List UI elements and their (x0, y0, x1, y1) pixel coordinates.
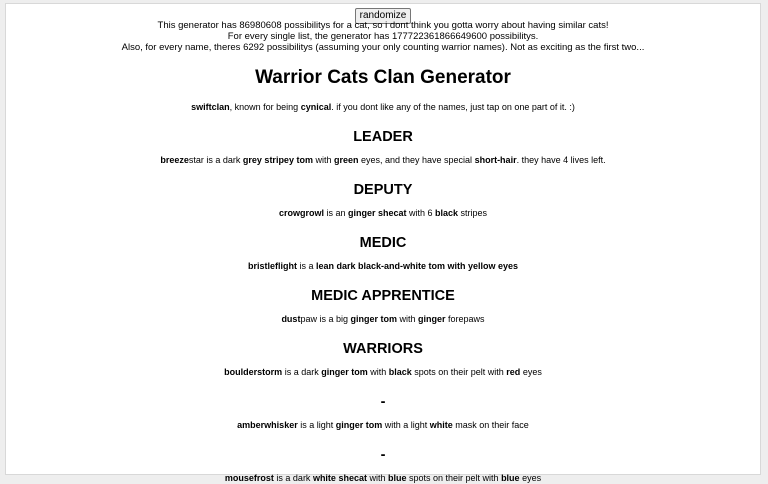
medic-apprentice-heading: MEDIC APPRENTICE (311, 288, 455, 304)
info-line-1: This generator has 86980608 possibilitys for a cat, so i dont think you gotta worry about having similar cats! (157, 20, 609, 31)
leader-text-4: . they have 4 lives left. (516, 155, 606, 165)
warrior-2-name[interactable]: amberwhisker (237, 420, 298, 430)
leader-text-1: is a dark (203, 155, 243, 165)
deputy-stripe-color[interactable]: black (435, 208, 459, 218)
medic-description[interactable]: lean dark black-and-white tom with yellow eyes (315, 261, 519, 271)
deputy-description[interactable]: ginger shecat (347, 208, 407, 218)
warrior-1-name[interactable]: boulderstorm (224, 367, 283, 377)
deputy-entry (6, 207, 760, 219)
leader-entry (6, 154, 760, 166)
warrior-3-text-4: eyes (519, 473, 542, 483)
medic-text-1: is a (296, 261, 316, 271)
clan-description (6, 101, 760, 113)
warrior-1-description[interactable]: ginger tom (321, 367, 368, 377)
medic-name[interactable]: bristleflight (247, 261, 297, 271)
clan-trait[interactable]: cynical (300, 102, 332, 112)
toolbar (6, 5, 760, 20)
deputy-heading: DEPUTY (353, 182, 413, 198)
page-frame (5, 3, 761, 483)
leader-name-prefix[interactable]: breeze (160, 155, 189, 165)
clan-text-2: . if you dont like any of the names, just tap on one part of it. :) (331, 102, 575, 112)
warrior-separator-1: - (380, 394, 386, 410)
leader-eye-color[interactable]: green (333, 155, 359, 165)
medic-apprentice-name-suffix[interactable]: paw (300, 314, 317, 324)
warrior-entry-1 (6, 366, 760, 378)
deputy-text-3: stripes (458, 208, 488, 218)
medic-heading: MEDIC (359, 235, 407, 251)
warrior-2-text-2: with a light (382, 420, 430, 430)
info-line-2: For every single list, the generator has 177722361866649600 possibilitys. (227, 31, 539, 42)
warrior-3-text-3: spots on their pelt with (406, 473, 502, 483)
warrior-3-text-2: with (366, 473, 388, 483)
warrior-entry-2 (6, 419, 760, 431)
randomize-button[interactable]: randomize (355, 8, 412, 24)
warrior-2-description[interactable]: ginger tom (335, 420, 383, 430)
warrior-2-text-3: mask on their face (452, 420, 529, 430)
medic-apprentice-text-2: with (396, 314, 418, 324)
warrior-entry-3 (6, 472, 760, 484)
medic-apprentice-description[interactable]: ginger tom (350, 314, 397, 324)
warrior-3-eye-color[interactable]: blue (501, 473, 520, 483)
page-title: Warrior Cats Clan Generator (255, 67, 511, 88)
deputy-text-1: is an (323, 208, 348, 218)
warrior-1-spot-color[interactable]: black (388, 367, 412, 377)
leader-hair[interactable]: short-hair (474, 155, 517, 165)
warrior-1-text-1: is a dark (282, 367, 322, 377)
info-line-3: Also, for every name, theres 6292 possibilitys (assuming your only counting warrior names). Not as exciting as the first two... (121, 42, 645, 53)
leader-description[interactable]: grey stripey tom (242, 155, 313, 165)
leader-name-suffix[interactable]: star (188, 155, 204, 165)
warrior-separator-2: - (380, 447, 386, 463)
clan-text-1: , known for being (229, 102, 301, 112)
medic-apprentice-entry (6, 313, 760, 325)
warrior-1-text-4: eyes (520, 367, 542, 377)
warrior-3-name[interactable]: mousefrost (224, 473, 274, 483)
warrior-1-text-3: spots on their pelt with (411, 367, 507, 377)
medic-apprentice-name-prefix[interactable]: dust (281, 314, 301, 324)
leader-text-2: with (312, 155, 334, 165)
warrior-3-description[interactable]: white shecat (312, 473, 367, 483)
warrior-2-mask-color[interactable]: white (429, 420, 453, 430)
medic-apprentice-text-3: forepaws (445, 314, 485, 324)
deputy-text-2: with 6 (406, 208, 436, 218)
warrior-3-text-1: is a dark (273, 473, 313, 483)
warrior-2-text-1: is a light (297, 420, 336, 430)
clan-name[interactable]: swiftclan (191, 102, 230, 112)
warrior-1-eye-color[interactable]: red (506, 367, 521, 377)
warrior-1-text-2: with (367, 367, 389, 377)
deputy-name[interactable]: crowgrowl (278, 208, 324, 218)
medic-apprentice-text-1: is a big (316, 314, 351, 324)
medic-apprentice-paw-color[interactable]: ginger (418, 314, 446, 324)
leader-text-3: eyes, and they have special (358, 155, 475, 165)
leader-heading: LEADER (353, 129, 413, 145)
warriors-heading: WARRIORS (343, 341, 423, 357)
medic-entry (6, 260, 760, 272)
warrior-3-spot-color[interactable]: blue (387, 473, 407, 483)
